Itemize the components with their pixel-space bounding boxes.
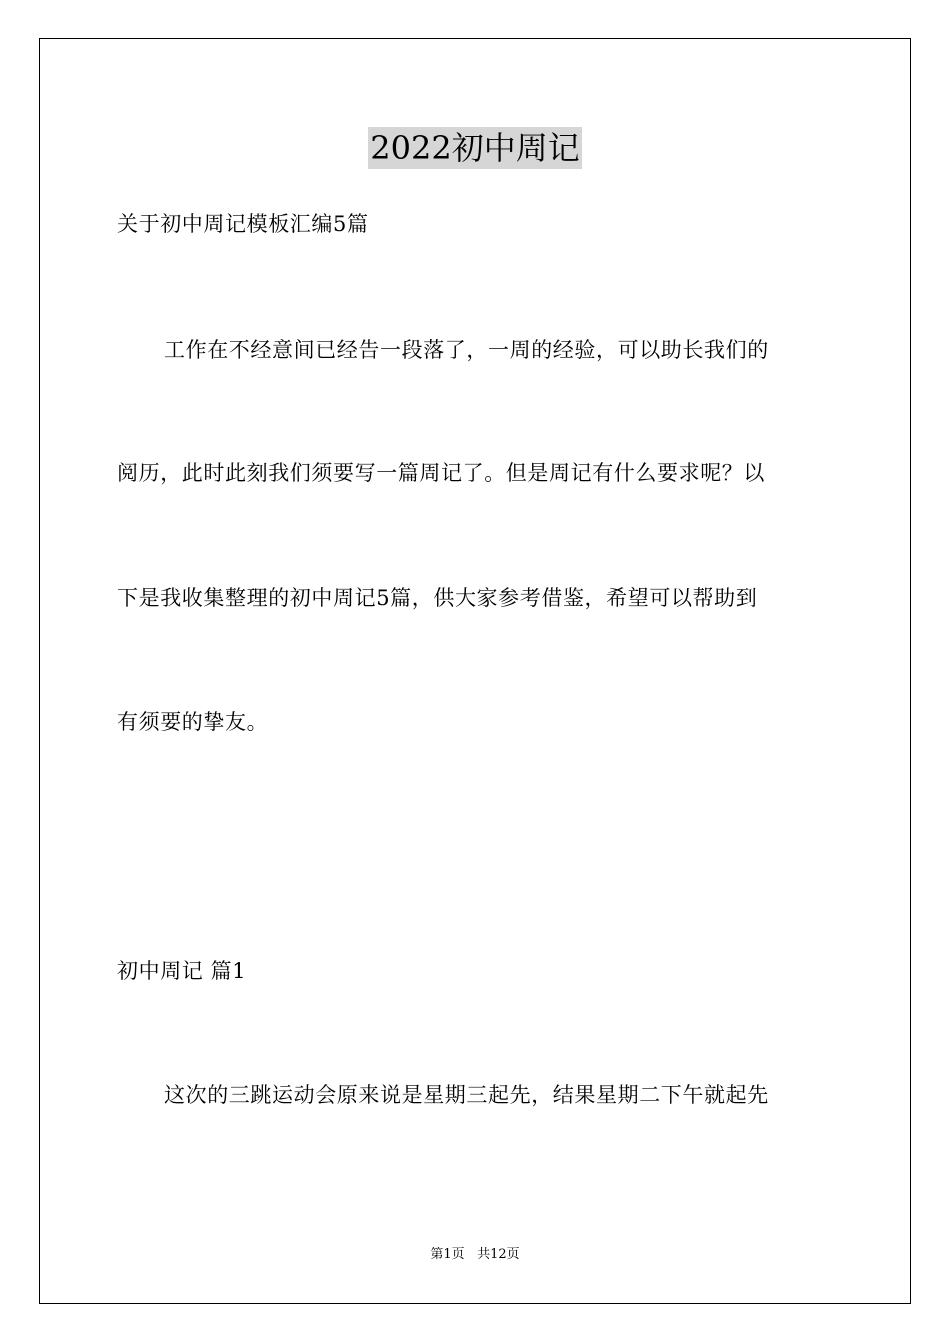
paragraph-line: 有须要的挚友。 [117,710,269,734]
page-total: 共12页 [477,1247,520,1262]
paragraph-line: 这次的三跳运动会原来说是星期三起先，结果星期二下午就起先 [164,1083,769,1107]
page-number: 第1页 [430,1247,465,1262]
document-title: 2022初中周记 [370,129,580,167]
title-container [0,127,950,169]
page-footer [0,1246,950,1264]
paragraph-line: 下是我收集整理的初中周记5篇，供大家参考借鉴，希望可以帮助到 [117,586,758,610]
paragraph-line: 阅历，此时此刻我们须要写一篇周记了。但是周记有什么要求呢？以 [117,461,765,485]
document-subtitle: 关于初中周记模板汇编5篇 [117,212,369,236]
paragraph-line: 工作在不经意间已经告一段落了，一周的经验，可以助长我们的 [164,338,769,362]
section-heading: 初中周记 篇1 [117,959,247,983]
